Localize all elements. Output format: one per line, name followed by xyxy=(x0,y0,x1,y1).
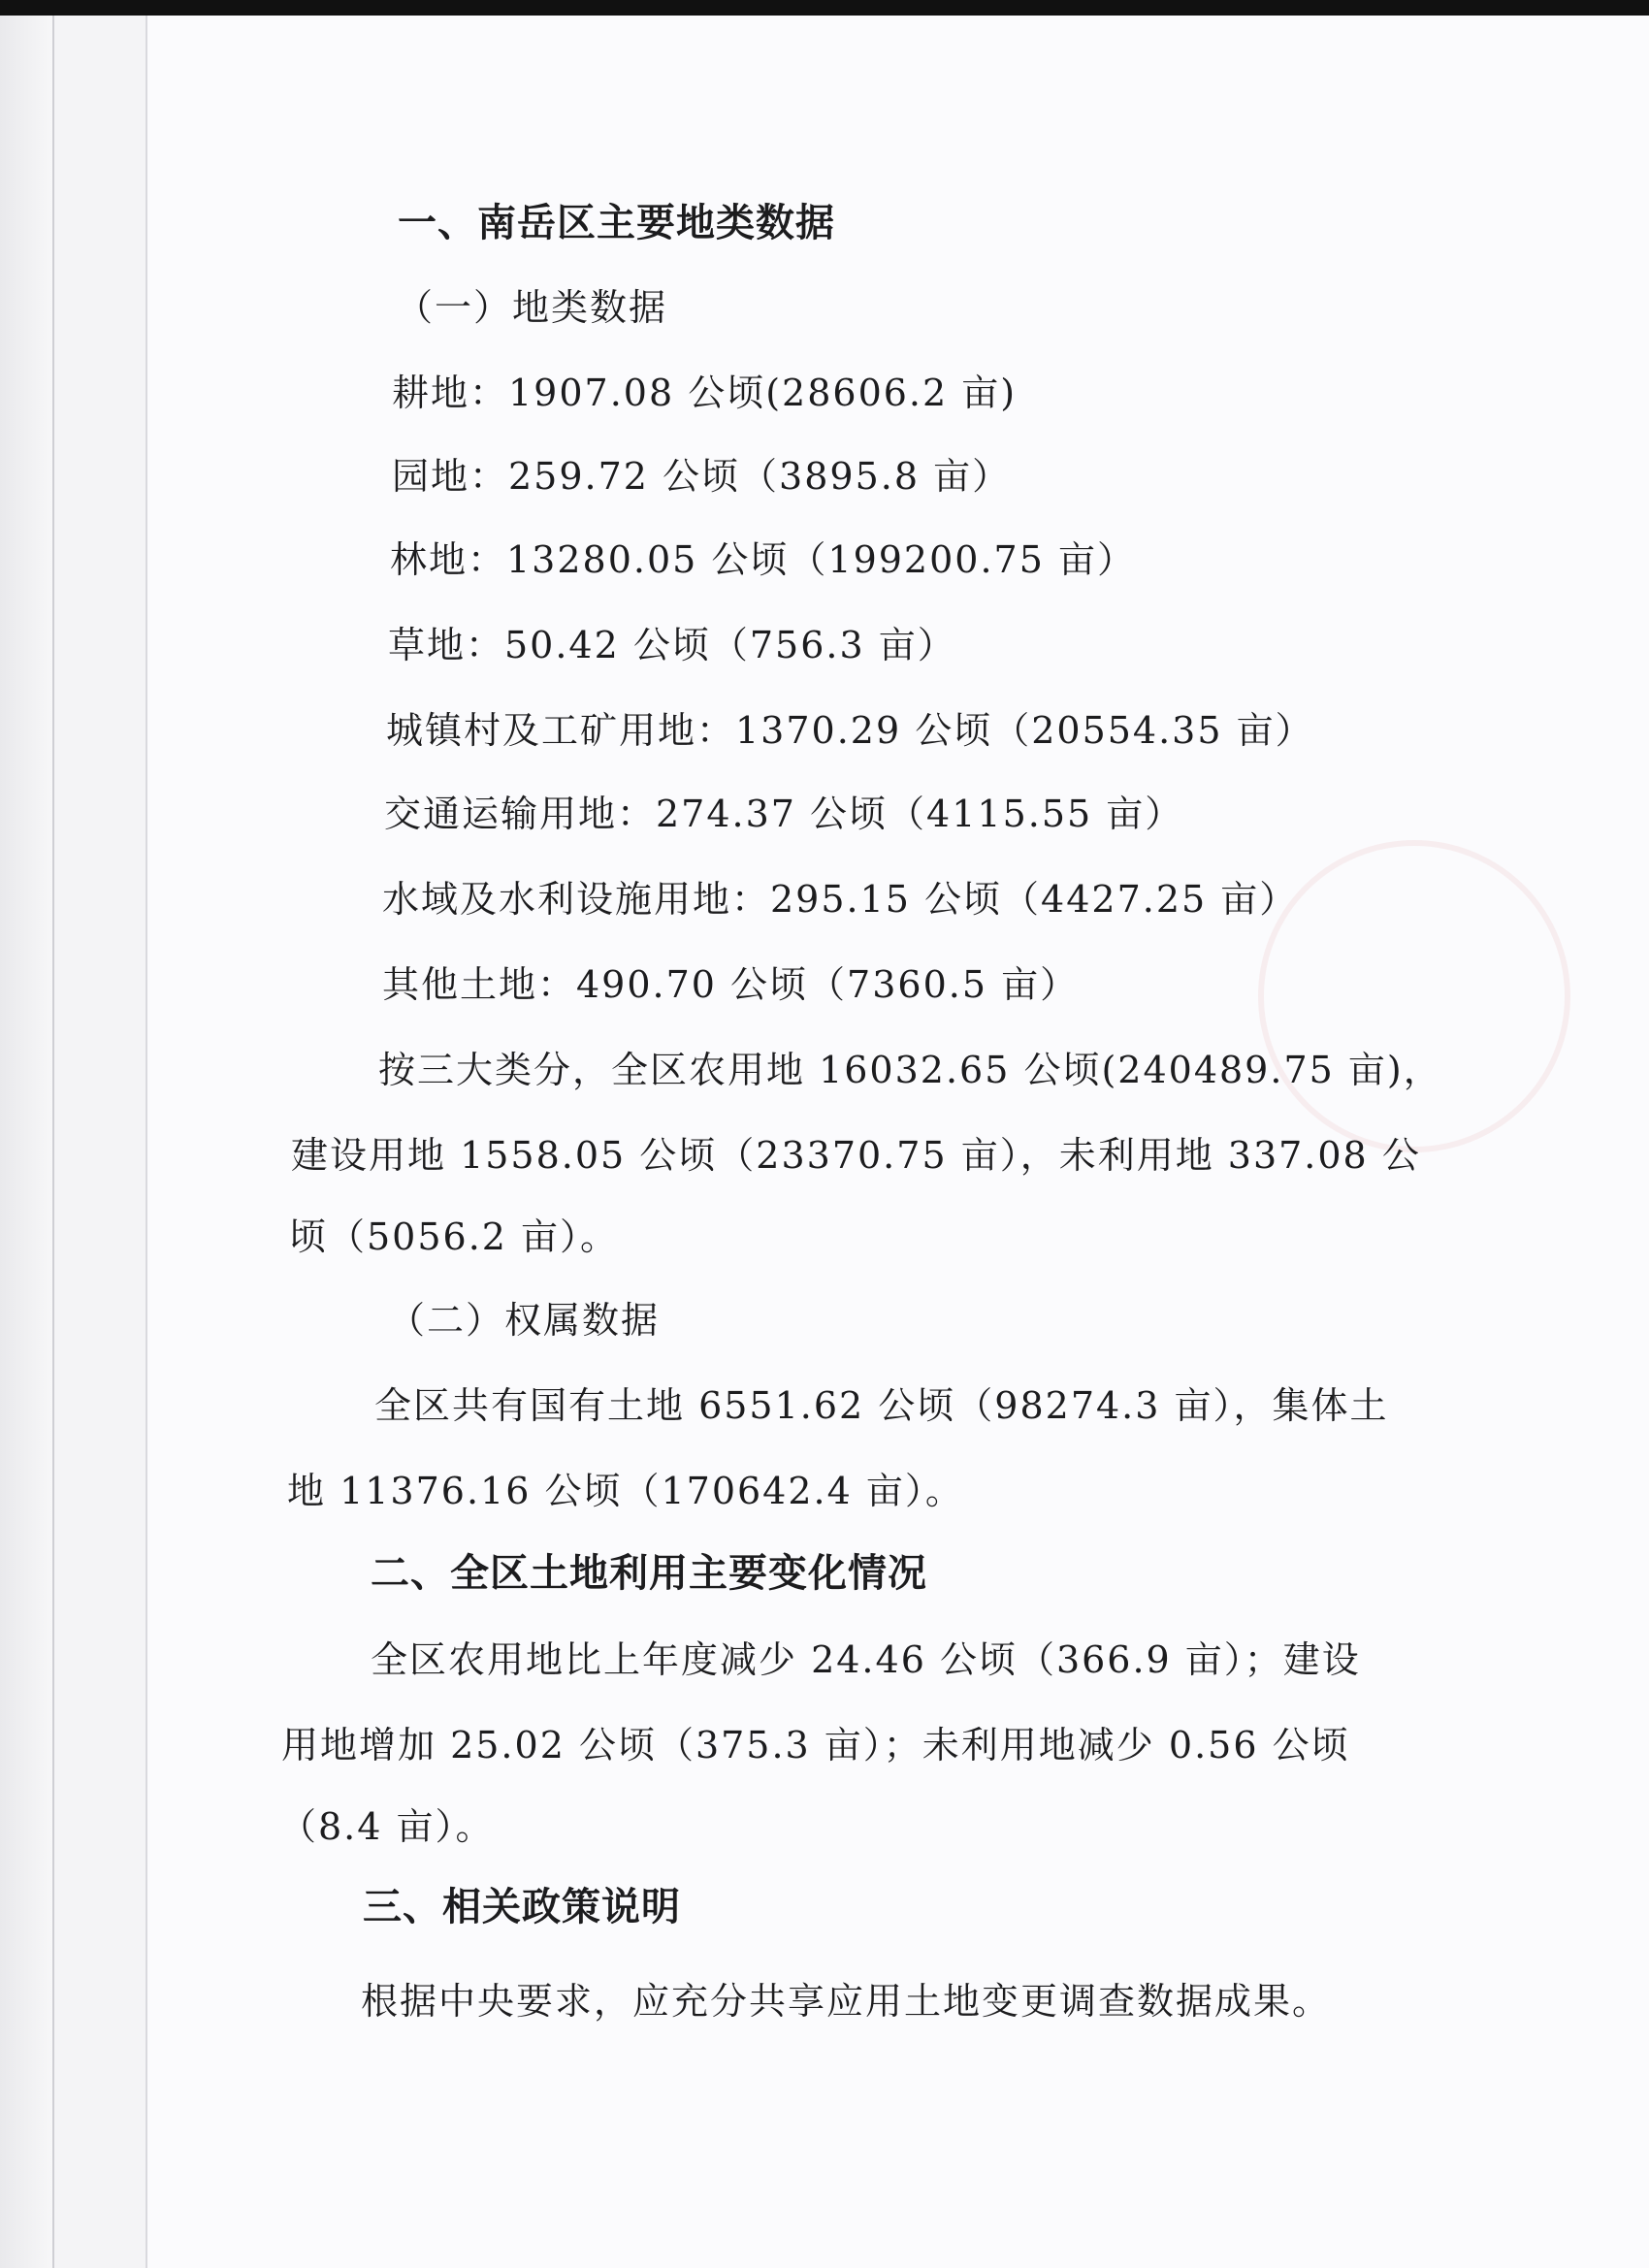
land-type-line: 城镇村及工矿用地：1370.29 公顷（20554.35 亩） xyxy=(386,709,1314,752)
land-type-line: 交通运输用地：274.37 公顷（4115.55 亩） xyxy=(384,793,1184,835)
section1-heading: 一、南岳区主要地类数据 xyxy=(398,201,835,245)
land-type-line: 其他土地：490.70 公顷（7360.5 亩） xyxy=(382,963,1080,1006)
change-line: （8.4 亩）。 xyxy=(279,1805,495,1848)
summary-line: 顷（5056.2 亩）。 xyxy=(289,1215,620,1258)
ownership-line: 地 11376.16 公顷（170642.4 亩）。 xyxy=(287,1470,964,1512)
land-type-line: 林地：13280.05 公顷（199200.75 亩） xyxy=(390,538,1136,581)
change-line: 用地增加 25.02 公顷（375.3 亩）；未利用地减少 0.56 公顷 xyxy=(281,1724,1350,1766)
land-type-line: 园地：259.72 公顷（3895.8 亩） xyxy=(392,455,1012,498)
section3-heading: 三、相关政策说明 xyxy=(363,1885,681,1929)
land-type-line: 水域及水利设施用地：295.15 公顷（4427.25 亩） xyxy=(382,878,1299,921)
scan-left-edge xyxy=(0,16,54,2268)
ownership-line: 全区共有国有土地 6551.62 公顷（98274.3 亩），集体土 xyxy=(374,1384,1389,1427)
change-line: 全区农用地比上年度减少 24.46 公顷（366.9 亩）；建设 xyxy=(371,1638,1361,1681)
scan-top-edge xyxy=(0,0,1649,16)
subheading-ownership: （二）权属数据 xyxy=(388,1299,661,1342)
summary-line: 建设用地 1558.05 公顷（23370.75 亩），未利用地 337.08 公 xyxy=(291,1134,1421,1177)
summary-line: 按三大类分，全区农用地 16032.65 公顷(240489.75 亩)， xyxy=(378,1049,1442,1091)
subheading-land-type: （一）地类数据 xyxy=(396,286,668,329)
faint-seal-stamp xyxy=(1258,840,1570,1152)
land-type-line: 耕地：1907.08 公顷(28606.2 亩) xyxy=(392,372,1018,414)
land-type-line: 草地：50.42 公顷（756.3 亩） xyxy=(388,624,956,666)
policy-line: 根据中央要求，应充分共享应用土地变更调查数据成果。 xyxy=(361,1980,1332,2023)
section2-heading: 二、全区土地利用主要变化情况 xyxy=(371,1551,927,1596)
